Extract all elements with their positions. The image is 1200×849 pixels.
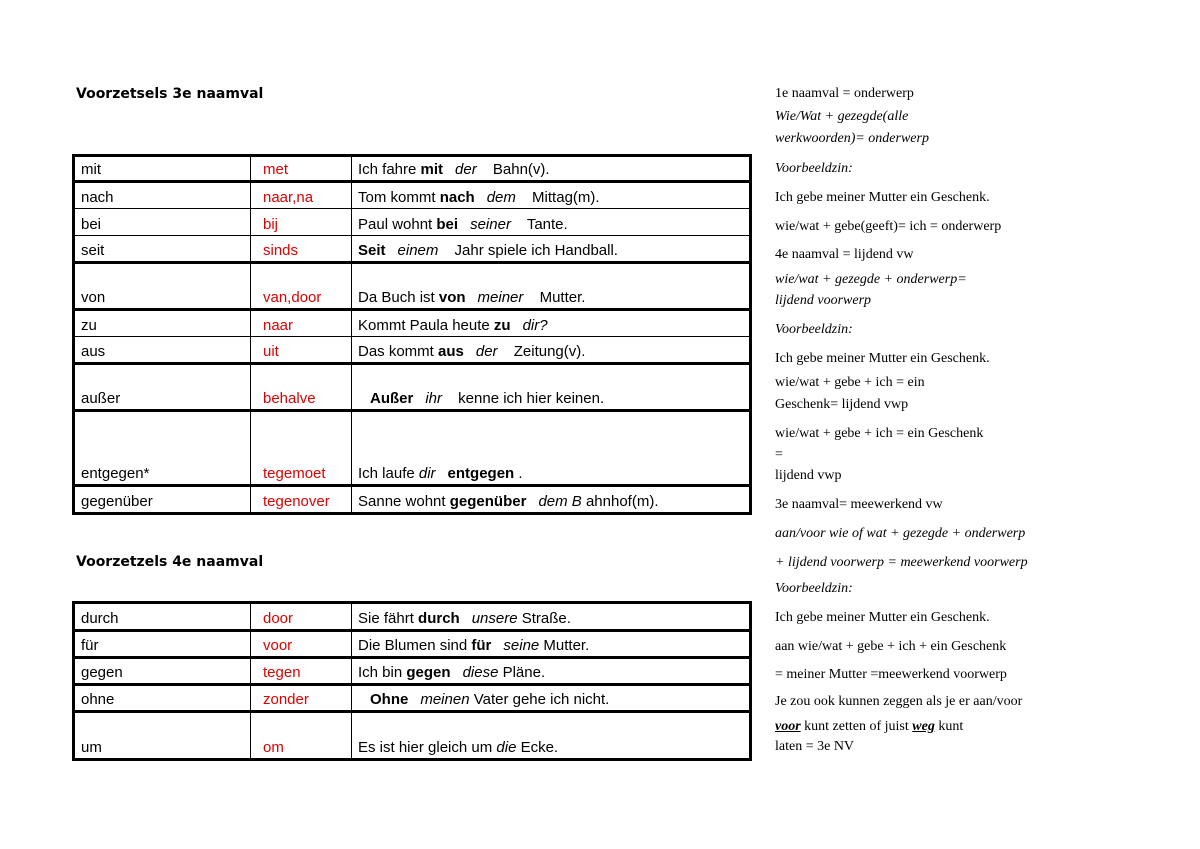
note-text: kunt [934, 719, 964, 734]
preposition-highlight: mit [420, 161, 444, 178]
preposition-highlight: Außer [370, 390, 414, 407]
dutch-translation: zonder [263, 691, 309, 708]
note-line: werkwoorden)= onderwerp [775, 131, 929, 146]
note-line: wie/wat + gebe(geeft)= ich = onderwerp [775, 219, 1002, 234]
german-preposition: durch [74, 603, 251, 631]
note-line: Ich gebe meiner Mutter ein Geschenk. [775, 351, 990, 366]
note-line: 1e naamval = onderwerp [775, 86, 914, 101]
dutch-translation: naar [263, 317, 294, 334]
note-line: Je zou ook kunnen zeggen als je er aan/voor [775, 694, 1023, 709]
sentence-text: Straße. [517, 610, 571, 627]
note-line: lijdend voorwerp [775, 293, 872, 308]
note-text: kunt zetten of juist [800, 719, 913, 734]
dutch-translation: uit [263, 343, 279, 360]
dutch-translation: naar,na [263, 189, 314, 206]
preposition-highlight: entgegen [447, 465, 515, 482]
example-sentence [352, 603, 751, 631]
dutch-translation: tegenover [263, 493, 330, 510]
table-row [74, 631, 751, 658]
dutch-translation: door [263, 610, 294, 627]
example-sentence [352, 712, 751, 760]
note-line: aan/voor wie of wat + gezegde + onderwerp [775, 526, 1026, 541]
sentence-text: ahnhof(m). [581, 493, 659, 510]
german-preposition: zu [74, 310, 251, 337]
sentence-text: kenne ich hier keinen. [454, 390, 605, 407]
example-sentence [352, 182, 751, 209]
table-row [74, 486, 751, 514]
table-row [74, 337, 751, 364]
dutch-translation-cell [251, 156, 352, 182]
note-line: Voorbeeldzin: [775, 581, 853, 596]
preposition-highlight: gegenüber [449, 493, 527, 510]
dutch-translation: tegemoet [263, 465, 326, 482]
dutch-translation-cell [251, 486, 352, 514]
case-word: seiner [470, 216, 511, 233]
sentence-text: Die Blumen sind [358, 637, 472, 654]
table-row [74, 209, 751, 236]
note-line [775, 720, 963, 734]
german-preposition: gegenüber [74, 486, 251, 514]
dutch-translation-cell [251, 209, 352, 236]
dutch-translation-cell [251, 182, 352, 209]
preposition-highlight: gegen [406, 664, 451, 681]
case-word: der [455, 161, 477, 178]
german-preposition: um [74, 712, 251, 760]
german-preposition: für [74, 631, 251, 658]
note-line: lijdend vwp [775, 468, 842, 483]
preposition-highlight: nach [439, 189, 475, 206]
case-word: meiner [477, 289, 524, 306]
table-row [74, 712, 751, 760]
note-line: = meiner Mutter =meewerkend voorwerp [775, 667, 1007, 682]
german-preposition: außer [74, 364, 251, 411]
table-row [74, 310, 751, 337]
note-line: 3e naamval= meewerkend vw [775, 497, 943, 512]
sentence-text: Tom kommt [358, 189, 440, 206]
dutch-translation-cell [251, 364, 352, 411]
table-row [74, 411, 751, 486]
dutch-translation: van,door [263, 289, 322, 306]
preposition-highlight: Seit [358, 242, 386, 259]
example-sentence [352, 658, 751, 685]
example-sentence [352, 337, 751, 364]
preposition-highlight: aus [438, 343, 464, 360]
note-line: wie/wat + gezegde + onderwerp= [775, 272, 967, 287]
german-preposition: von [74, 263, 251, 310]
table-4e-naamval [72, 601, 752, 761]
sentence-text: Ich bin [358, 664, 407, 681]
note-line: Wie/Wat + gezegde(alle [775, 109, 909, 124]
case-word: unsere [471, 610, 518, 627]
dutch-translation-cell [251, 631, 352, 658]
sentence-text: Ich fahre [358, 161, 421, 178]
table-row [74, 182, 751, 209]
example-sentence [352, 631, 751, 658]
example-sentence [352, 263, 751, 310]
note-line: + lijdend voorwerp = meewerkend voorwerp [775, 555, 1028, 570]
sentence-text: Zeitung(v). [509, 343, 586, 360]
dutch-translation-cell [251, 263, 352, 310]
note-line: 4e naamval = lijdend vw [775, 247, 914, 262]
dutch-translation: met [263, 161, 289, 178]
sentence-text: Bahn(v). [488, 161, 550, 178]
case-word: diese [462, 664, 499, 681]
sentence-text: Paul wohnt [358, 216, 437, 233]
sentence-text: Mittag(m). [527, 189, 600, 206]
example-sentence [352, 209, 751, 236]
note-line: Geschenk= lijdend vwp [775, 397, 909, 412]
preposition-highlight: von [438, 289, 466, 306]
preposition-highlight: für [471, 637, 492, 654]
sentence-text: Jahr spiele ich Handball. [450, 242, 618, 259]
example-sentence [352, 364, 751, 411]
german-preposition: bei [74, 209, 251, 236]
preposition-highlight: zu [493, 317, 511, 334]
german-preposition: seit [74, 236, 251, 263]
sentence-text: Vater gehe ich nicht. [469, 691, 610, 708]
sentence-text: . [514, 465, 523, 482]
dutch-translation: voor [263, 637, 293, 654]
case-word: meinen [420, 691, 470, 708]
preposition-highlight: durch [418, 610, 460, 627]
case-word: dem [486, 189, 516, 206]
dutch-translation: sinds [263, 242, 299, 259]
german-preposition: ohne [74, 685, 251, 712]
sentence-text: Ecke. [516, 739, 559, 756]
note-line: wie/wat + gebe + ich = ein Geschenk [775, 426, 984, 441]
table-row [74, 236, 751, 263]
note-line: wie/wat + gebe + ich = ein [775, 375, 925, 390]
preposition-highlight: Ohne [370, 691, 409, 708]
table-row [74, 263, 751, 310]
example-sentence [352, 411, 751, 486]
dutch-translation-cell [251, 658, 352, 685]
dutch-translation-cell [251, 712, 352, 760]
table-row [74, 156, 751, 182]
german-preposition: mit [74, 156, 251, 182]
note-line: Ich gebe meiner Mutter ein Geschenk. [775, 190, 990, 205]
example-sentence [352, 486, 751, 514]
note-line: Voorbeeldzin: [775, 161, 853, 176]
case-word: dem B [538, 493, 582, 510]
german-preposition: nach [74, 182, 251, 209]
sentence-text: Da Buch ist [358, 289, 439, 306]
case-word: dir [418, 465, 436, 482]
case-word: dir? [522, 317, 548, 334]
note-line: aan wie/wat + gebe + ich + ein Geschenk [775, 639, 1007, 654]
table-row [74, 685, 751, 712]
sentence-text: Das kommt [358, 343, 439, 360]
sentence-text: Pläne. [498, 664, 546, 681]
dutch-translation-cell [251, 236, 352, 263]
sentence-text: Ich laufe [358, 465, 419, 482]
table-row [74, 603, 751, 631]
dutch-translation-cell [251, 310, 352, 337]
note-line: Voorbeeldzin: [775, 322, 853, 337]
case-word: die [496, 739, 517, 756]
note-line: Ich gebe meiner Mutter ein Geschenk. [775, 610, 990, 625]
sentence-text: Sie fährt [358, 610, 419, 627]
example-sentence [352, 310, 751, 337]
dutch-translation-cell [251, 685, 352, 712]
note-emphasis: voor [775, 719, 801, 734]
sentence-text: Sanne wohnt [358, 493, 450, 510]
german-preposition: gegen [74, 658, 251, 685]
preposition-highlight: bei [436, 216, 459, 233]
note-line: laten = 3e NV [775, 739, 855, 754]
case-word: der [475, 343, 498, 360]
heading-3e-naamval: Voorzetsels 3e naamval [76, 86, 264, 102]
note-emphasis: weg [912, 719, 935, 734]
example-sentence [352, 156, 751, 182]
german-preposition: entgegen* [74, 411, 251, 486]
note-line: = [775, 447, 783, 462]
case-word: seine [503, 637, 540, 654]
sentence-text: Es ist hier gleich um [358, 739, 497, 756]
sentence-text: Tante. [522, 216, 568, 233]
table-row [74, 658, 751, 685]
example-sentence [352, 236, 751, 263]
case-word: ihr [425, 390, 443, 407]
dutch-translation: behalve [263, 390, 316, 407]
dutch-translation-cell [251, 411, 352, 486]
dutch-translation: bij [263, 216, 279, 233]
table-3e-naamval [72, 154, 752, 515]
heading-4e-naamval: Voorzetzels 4e naamval [76, 554, 264, 570]
sentence-text: Kommt Paula heute [358, 317, 494, 334]
dutch-translation-cell [251, 603, 352, 631]
example-sentence [352, 685, 751, 712]
case-word: einem [397, 242, 439, 259]
german-preposition: aus [74, 337, 251, 364]
table-row [74, 364, 751, 411]
sentence-text: Mutter. [539, 637, 590, 654]
dutch-translation: om [263, 739, 284, 756]
sentence-text: Mutter. [535, 289, 586, 306]
dutch-translation-cell [251, 337, 352, 364]
dutch-translation: tegen [263, 664, 301, 681]
